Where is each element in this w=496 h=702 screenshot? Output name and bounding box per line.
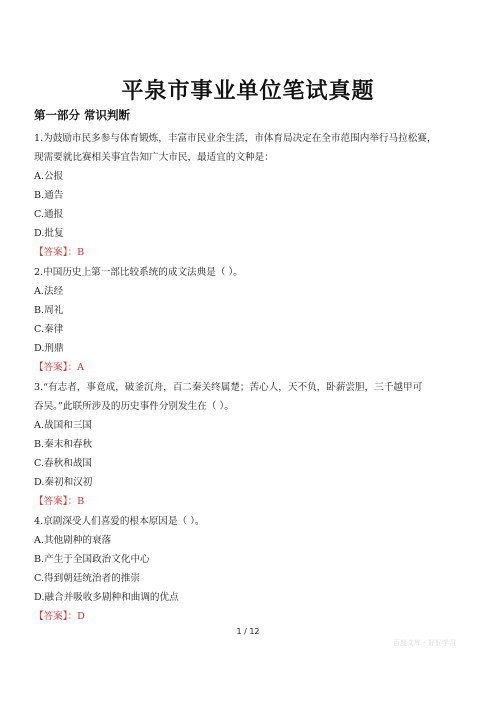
- question-1: [34, 129, 464, 262]
- section-heading: 第一部分 常识判断: [34, 108, 131, 122]
- option-a: A.法经: [34, 286, 64, 297]
- option-d: D.秦初和汉初: [34, 477, 93, 488]
- option-b: B.通告: [34, 190, 64, 201]
- option-b: B.秦末和春秋: [34, 439, 93, 450]
- question-4: [34, 512, 464, 626]
- answer-label: 【答案】：D: [34, 611, 85, 622]
- option-d: D.批复: [34, 228, 64, 239]
- option-d: D.融合并吸收多剧种和曲调的优点: [34, 592, 179, 603]
- question-text: 现需要就比赛相关事宜告知广大市民，最适宜的文种是：: [34, 152, 274, 163]
- answer-label: 【答案】：B: [34, 496, 85, 507]
- option-c: C.得到朝廷统治者的推崇: [34, 573, 140, 584]
- question-text: 2.中国历史上第一部比较系统的成文法典是（ ）。: [34, 267, 243, 278]
- watermark: 百度文库 - 好好学习: [393, 639, 456, 647]
- page-number: 1 / 12: [236, 627, 260, 636]
- page-title: 平泉市事业单位笔试真题: [121, 79, 375, 104]
- option-b: B.周礼: [34, 305, 64, 316]
- answer-label: 【答案】：A: [34, 362, 85, 373]
- question-2: [34, 263, 464, 377]
- answer-label: 【答案】：B: [34, 247, 85, 258]
- option-d: D.刑鼎: [34, 343, 64, 354]
- option-c: C.春秋和战国: [34, 458, 93, 469]
- option-b: B.产生于全国政治文化中心: [34, 554, 150, 565]
- option-a: A.其他剧种的衰落: [34, 535, 112, 546]
- option-a: A.公报: [34, 171, 64, 182]
- option-a: A.战国和三国: [34, 420, 92, 431]
- question-3: [34, 378, 464, 511]
- question-text: 吞吴。”此联所涉及的历史事件分别发生在（ ）。: [34, 401, 234, 412]
- option-c: C.通报: [34, 209, 64, 220]
- question-text: 3.“有志者，事竟成，破釜沉舟，百二秦关终属楚；苦心人，天不负，卧薪尝胆，三千越甲可: [34, 382, 423, 393]
- question-text: 1.为鼓励市民多参与体育锻炼，丰富市民业余生活，市体育局决定在全市范围内举行马拉松赛，: [34, 133, 437, 144]
- question-text: 4.京剧深受人们喜爱的根本原因是（ ）。: [34, 516, 205, 527]
- option-c: C.秦律: [34, 324, 64, 335]
